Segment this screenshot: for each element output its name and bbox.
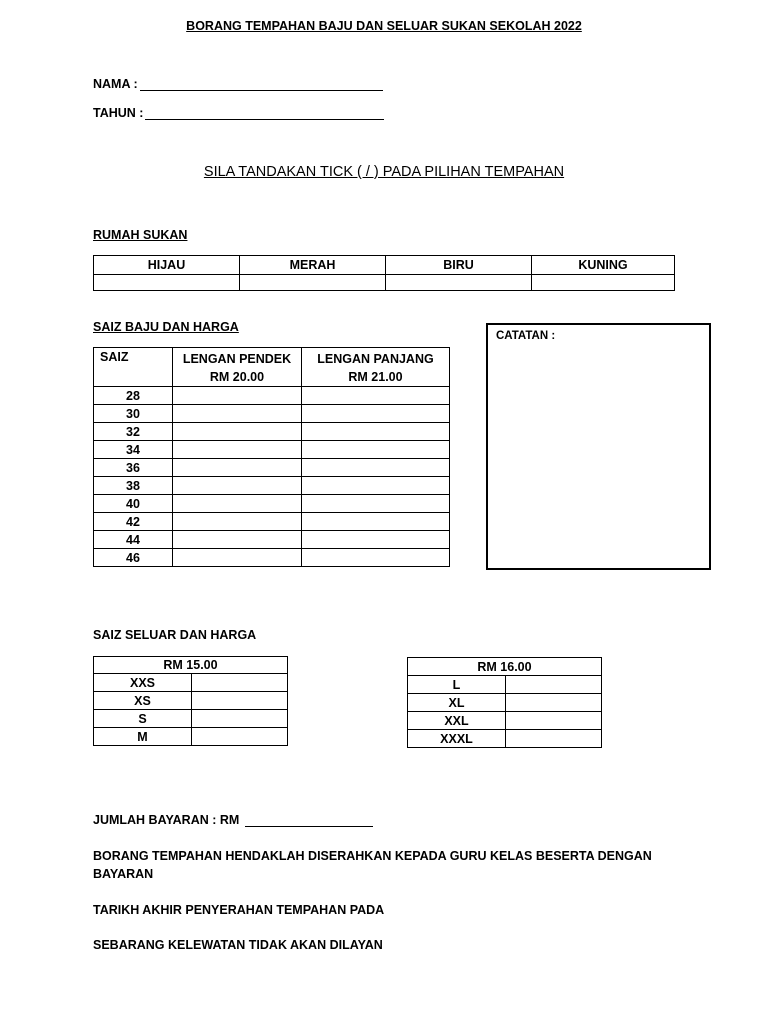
tick-cell[interactable] bbox=[192, 728, 288, 746]
tahun-input-line[interactable] bbox=[145, 107, 384, 120]
nama-input-line[interactable] bbox=[140, 78, 383, 91]
tick-cell[interactable] bbox=[192, 692, 288, 710]
size-cell: 28 bbox=[94, 387, 173, 405]
table-row bbox=[94, 495, 450, 513]
col-panjang-label: LENGAN PANJANG bbox=[317, 352, 434, 366]
table-row bbox=[94, 477, 450, 495]
table-row bbox=[94, 405, 450, 423]
tick-cell[interactable] bbox=[173, 423, 302, 441]
tick-cell[interactable] bbox=[506, 730, 602, 748]
tick-cell[interactable] bbox=[173, 441, 302, 459]
rumah-sukan-label: RUMAH SUKAN bbox=[93, 228, 188, 242]
tahun-field bbox=[93, 106, 384, 120]
table-row bbox=[94, 531, 450, 549]
size-cell: 32 bbox=[94, 423, 173, 441]
tick-cell[interactable] bbox=[173, 387, 302, 405]
tick-cell[interactable] bbox=[302, 405, 450, 423]
tick-cell[interactable] bbox=[173, 495, 302, 513]
size-cell: 46 bbox=[94, 549, 173, 567]
tick-cell[interactable] bbox=[506, 676, 602, 694]
table-row bbox=[94, 674, 288, 692]
tick-cell-merah[interactable] bbox=[240, 275, 386, 291]
size-cell: XXXL bbox=[408, 730, 506, 748]
table-row bbox=[408, 712, 602, 730]
size-cell: 30 bbox=[94, 405, 173, 423]
submission-note: BORANG TEMPAHAN HENDAKLAH DISERAHKAN KEPADA GURU KELAS BESERTA DENGAN BAYARAN bbox=[93, 849, 652, 881]
jumlah-bayaran-label: JUMLAH BAYARAN : RM bbox=[93, 813, 240, 827]
nama-label: NAMA : bbox=[93, 77, 138, 91]
col-pendek-price: RM 20.00 bbox=[209, 370, 265, 384]
seluar-price-rm16: RM 16.00 bbox=[408, 658, 602, 676]
house-biru: BIRU bbox=[386, 256, 532, 275]
tick-cell[interactable] bbox=[192, 674, 288, 692]
tick-cell[interactable] bbox=[173, 531, 302, 549]
tick-cell[interactable] bbox=[192, 710, 288, 728]
table-row bbox=[408, 694, 602, 712]
col-pendek-header bbox=[173, 348, 302, 387]
table-row bbox=[94, 423, 450, 441]
tick-cell[interactable] bbox=[302, 495, 450, 513]
tick-cell[interactable] bbox=[173, 459, 302, 477]
house-kuning: KUNING bbox=[532, 256, 675, 275]
tick-cell[interactable] bbox=[302, 423, 450, 441]
tick-cell[interactable] bbox=[173, 477, 302, 495]
size-cell: 42 bbox=[94, 513, 173, 531]
size-cell: L bbox=[408, 676, 506, 694]
nama-field bbox=[93, 77, 383, 91]
table-row bbox=[94, 387, 450, 405]
size-cell: 44 bbox=[94, 531, 173, 549]
size-cell: XS bbox=[94, 692, 192, 710]
size-cell: S bbox=[94, 710, 192, 728]
tick-cell-biru[interactable] bbox=[386, 275, 532, 291]
tick-cell[interactable] bbox=[173, 405, 302, 423]
col-panjang-price: RM 21.00 bbox=[348, 370, 403, 384]
table-row bbox=[94, 710, 288, 728]
saiz-baju-table bbox=[93, 347, 450, 567]
seluar-price-rm15: RM 15.00 bbox=[94, 657, 288, 674]
tick-cell[interactable] bbox=[506, 712, 602, 730]
instruction-heading: SILA TANDAKAN TICK ( / ) PADA PILIHAN TEMPAHAN bbox=[203, 164, 565, 180]
table-row bbox=[408, 676, 602, 694]
tick-cell[interactable] bbox=[302, 387, 450, 405]
size-cell: 40 bbox=[94, 495, 173, 513]
house-merah: MERAH bbox=[240, 256, 386, 275]
table-row bbox=[94, 513, 450, 531]
form-title: BORANG TEMPAHAN BAJU DAN SELUAR SUKAN SEKOLAH 2022 bbox=[186, 19, 582, 33]
late-note: SEBARANG KELEWATAN TIDAK AKAN DILAYAN bbox=[93, 938, 383, 952]
jumlah-bayaran-input-line[interactable] bbox=[245, 814, 373, 827]
rumah-sukan-table bbox=[93, 255, 675, 291]
size-cell: XXS bbox=[94, 674, 192, 692]
tick-cell[interactable] bbox=[173, 549, 302, 567]
tick-cell[interactable] bbox=[302, 531, 450, 549]
seluar-table-rm15 bbox=[93, 656, 288, 746]
deadline-note: TARIKH AKHIR PENYERAHAN TEMPAHAN PADA bbox=[93, 903, 385, 917]
col-saiz-header: SAIZ bbox=[94, 348, 173, 387]
house-hijau: HIJAU bbox=[94, 256, 240, 275]
col-pendek-label: LENGAN PENDEK bbox=[182, 352, 292, 366]
table-row bbox=[94, 441, 450, 459]
tick-cell[interactable] bbox=[173, 513, 302, 531]
tick-cell[interactable] bbox=[302, 513, 450, 531]
table-row bbox=[408, 730, 602, 748]
table-row bbox=[94, 549, 450, 567]
tick-cell[interactable] bbox=[302, 549, 450, 567]
tick-cell[interactable] bbox=[302, 477, 450, 495]
tick-cell-kuning[interactable] bbox=[532, 275, 675, 291]
jumlah-bayaran-field bbox=[93, 813, 373, 827]
tick-cell[interactable] bbox=[302, 441, 450, 459]
tick-cell-hijau[interactable] bbox=[94, 275, 240, 291]
catatan-box[interactable] bbox=[486, 323, 711, 570]
size-cell: M bbox=[94, 728, 192, 746]
table-row bbox=[94, 728, 288, 746]
tick-cell[interactable] bbox=[506, 694, 602, 712]
catatan-label: CATATAN : bbox=[496, 330, 556, 342]
size-cell: XXL bbox=[408, 712, 506, 730]
table-row bbox=[94, 459, 450, 477]
size-cell: 34 bbox=[94, 441, 173, 459]
saiz-baju-label: SAIZ BAJU DAN HARGA bbox=[93, 320, 239, 334]
tahun-label: TAHUN : bbox=[93, 106, 144, 120]
size-cell: XL bbox=[408, 694, 506, 712]
table-row bbox=[94, 692, 288, 710]
saiz-seluar-label: SAIZ SELUAR DAN HARGA bbox=[93, 628, 257, 642]
size-cell: 38 bbox=[94, 477, 173, 495]
size-cell: 36 bbox=[94, 459, 173, 477]
col-panjang-header bbox=[302, 348, 450, 387]
tick-cell[interactable] bbox=[302, 459, 450, 477]
seluar-table-rm16 bbox=[407, 657, 602, 748]
